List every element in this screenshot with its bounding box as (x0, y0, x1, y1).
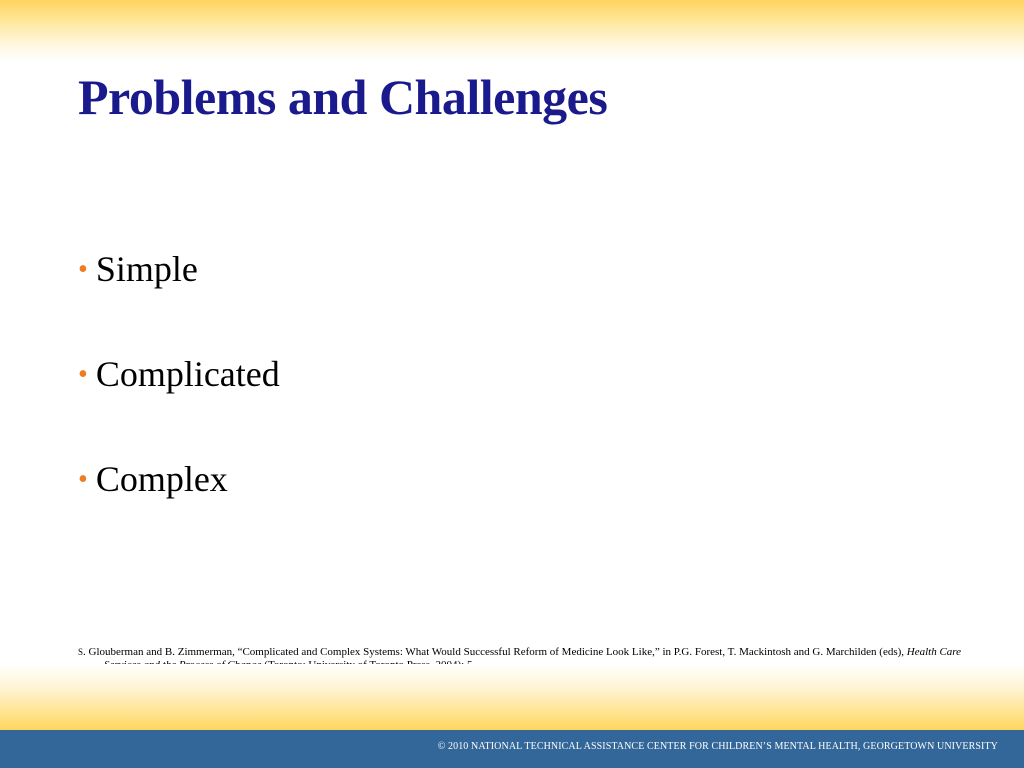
bullet-list (78, 248, 280, 563)
bottom-gradient-band (0, 664, 1024, 730)
bullet-item-simple (78, 248, 280, 353)
bullet-item-complicated (78, 353, 280, 458)
footer-copyright: © 2010 NATIONAL TECHNICAL ASSISTANCE CENTER FOR CHILDREN’S MENTAL HEALTH, GEORGETOWN UNIVERSITY (437, 741, 998, 752)
bullet-label: Complicated (95, 354, 280, 394)
citation-book-title: Health Care (906, 646, 962, 658)
bullet-item-complex (78, 458, 280, 563)
slide-title: Problems and Challenges (78, 69, 608, 125)
footer-bar (0, 730, 1024, 768)
bullet-dot-icon: • (78, 359, 88, 390)
citation-initial: S (78, 647, 84, 657)
citation-text-before: . Glouberman and B. Zimmerman, “Complicated and Complex Systems: What Would Successful Reform of Medicine Look Like,” in P.G. Forest, T. Mackintosh and G. Marchilden (eds), (83, 646, 907, 658)
top-gradient-band (0, 0, 1024, 62)
bullet-dot-icon: • (78, 254, 88, 285)
bullet-dot-icon: • (78, 464, 88, 495)
bullet-label: Simple (95, 249, 198, 289)
bullet-label: Complex (95, 459, 228, 499)
